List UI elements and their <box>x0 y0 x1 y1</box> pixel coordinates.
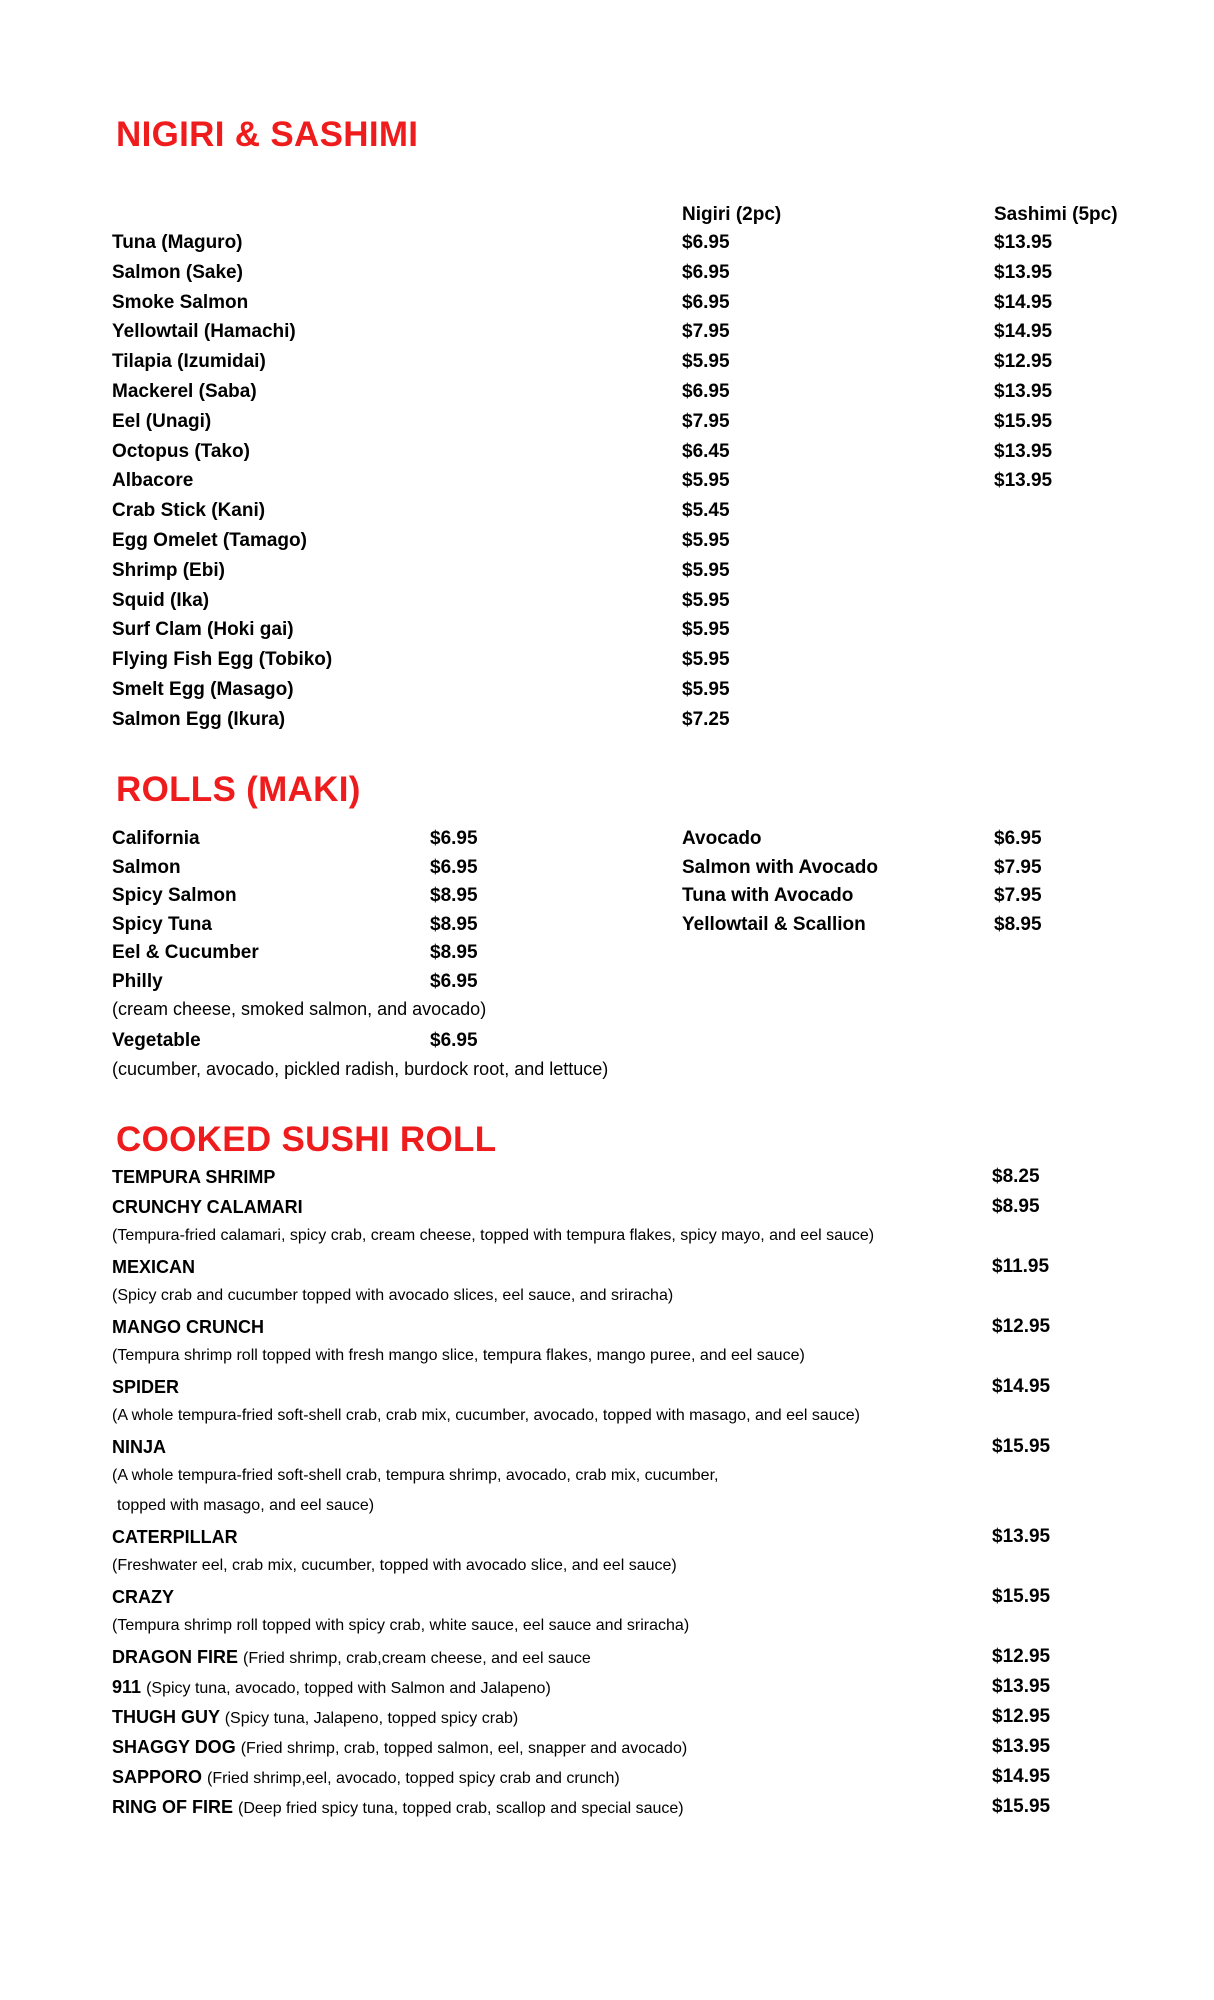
list-item <box>0 910 1214 940</box>
list-item <box>0 437 1214 467</box>
roll-name: Spicy Tuna <box>112 913 212 935</box>
vegetable-description: (cucumber, avocado, pickled radish, burdock root, and lettuce) <box>112 1059 609 1079</box>
nigiri-price: $6.95 <box>682 232 730 253</box>
item-name: Mackerel (Saba) <box>112 381 257 402</box>
cooked-roll-price: $11.95 <box>992 1256 1050 1277</box>
sashimi-price: $12.95 <box>994 351 1053 373</box>
list-item <box>0 496 1214 526</box>
list-item <box>0 317 1214 347</box>
nigiri-price: $6.45 <box>682 440 730 462</box>
cooked-roll-name: CATERPILLAR <box>112 1527 238 1547</box>
nigiri-price: $5.95 <box>682 530 730 551</box>
cooked-roll-name: MEXICAN <box>112 1257 196 1277</box>
sashimi-price: $13.95 <box>994 470 1053 492</box>
roll-price: $6.95 <box>430 1030 478 1051</box>
nigiri-sashimi-title: NIGIRI & SASHIMI <box>116 115 419 154</box>
cooked-roll-title: THUGH GUY <box>112 1707 220 1727</box>
list-item <box>0 615 1214 645</box>
nigiri-price: $5.95 <box>682 679 730 700</box>
cooked-roll-description: (Fried shrimp,eel, avocado, topped spicy crab and crunch) <box>207 1770 620 1787</box>
list-item <box>0 1026 1214 1056</box>
roll-name: Eel & Cucumber <box>112 942 259 963</box>
roll-price: $8.95 <box>994 913 1042 935</box>
item-name: Octopus (Tako) <box>112 440 250 462</box>
item-name: Eel (Unagi) <box>112 410 212 432</box>
cooked-roll-price: $13.95 <box>992 1676 1051 1697</box>
list-item <box>0 228 1214 258</box>
cooked-roll-description: (A whole tempura-fried soft-shell crab, crab mix, cucumber, avocado, topped with masago, and eel sauce) <box>112 1407 860 1424</box>
list-item <box>0 407 1214 437</box>
item-name: Salmon (Sake) <box>112 261 243 283</box>
sashimi-column-header: Sashimi (5pc) <box>994 204 1118 225</box>
sashimi-price: $13.95 <box>994 381 1053 402</box>
cooked-roll-title: DRAGON FIRE <box>112 1647 238 1667</box>
roll-name: Tuna with Avocado <box>682 885 854 906</box>
cooked-roll-description: (Spicy tuna, avocado, topped with Salmon and Jalapeno) <box>146 1680 551 1697</box>
list-item <box>0 586 1214 616</box>
nigiri-price: $5.95 <box>682 619 730 641</box>
nigiri-price: $5.95 <box>682 470 730 492</box>
cooked-roll-price: $8.25 <box>992 1166 1040 1187</box>
cooked-roll-name <box>112 1792 684 1824</box>
cooked-roll-price: $8.95 <box>992 1196 1040 1217</box>
list-item <box>0 466 1214 496</box>
sashimi-price: $13.95 <box>994 261 1053 283</box>
sashimi-price: $14.95 <box>994 321 1053 343</box>
cooked-roll-description: (Spicy crab and cucumber topped with avocado slices, eel sauce, and sriracha) <box>112 1287 674 1304</box>
sashimi-price: $15.95 <box>994 410 1053 432</box>
nigiri-price: $6.95 <box>682 381 730 402</box>
cooked-roll-name <box>112 1672 551 1704</box>
roll-price: $8.95 <box>430 913 478 935</box>
cooked-roll-price: $15.95 <box>992 1436 1051 1457</box>
item-name: Squid (Ika) <box>112 589 210 611</box>
roll-name: Salmon <box>112 856 181 878</box>
roll-price: $6.95 <box>430 856 478 878</box>
list-item <box>0 938 1214 968</box>
nigiri-price: $6.95 <box>682 261 730 283</box>
cooked-roll-name: MANGO CRUNCH <box>112 1317 264 1337</box>
cooked-roll-description: (Deep fried spicy tuna, topped crab, scallop and special sauce) <box>238 1800 684 1817</box>
list-item <box>0 705 1214 735</box>
roll-price: $6.95 <box>430 970 478 992</box>
cooked-roll-description: (Fried shrimp, crab, topped salmon, eel, snapper and avocado) <box>240 1740 688 1757</box>
cooked-roll-price: $13.95 <box>992 1526 1051 1547</box>
sashimi-price: $14.95 <box>994 291 1053 313</box>
list-item <box>0 645 1214 675</box>
list-item <box>0 377 1214 407</box>
cooked-roll-description: (Tempura-fried calamari, spicy crab, cream cheese, topped with tempura flakes, spicy mayo, and eel sauce) <box>112 1227 875 1244</box>
cooked-roll-description: topped with masago, and eel sauce) <box>117 1497 375 1514</box>
cooked-roll-title: SHAGGY DOG <box>112 1737 236 1757</box>
roll-price: $8.95 <box>430 942 478 963</box>
item-name: Smoke Salmon <box>112 291 249 313</box>
cooked-roll-title: 911 <box>112 1677 142 1697</box>
list-item <box>0 824 1214 854</box>
roll-price: $6.95 <box>994 828 1042 849</box>
item-name: Egg Omelet (Tamago) <box>112 530 307 551</box>
cooked-roll-name <box>112 1702 518 1734</box>
cooked-roll-name: NINJA <box>112 1437 167 1457</box>
list-item <box>0 853 1214 883</box>
cooked-roll-name <box>112 1732 687 1764</box>
cooked-roll-name: CRAZY <box>112 1587 174 1607</box>
nigiri-header-row <box>0 200 1214 230</box>
cooked-roll-name <box>112 1762 620 1794</box>
nigiri-price: $5.45 <box>682 500 730 522</box>
cooked-roll-price: $15.95 <box>992 1586 1051 1607</box>
item-name: Tilapia (Izumidai) <box>112 351 266 373</box>
item-name: Surf Clam (Hoki gai) <box>112 619 294 641</box>
cooked-roll-title: SAPPORO <box>112 1767 203 1787</box>
sashimi-price: $13.95 <box>994 232 1053 253</box>
item-name: Tuna (Maguro) <box>112 232 243 253</box>
cooked-roll-name: TEMPURA SHRIMP <box>112 1167 276 1187</box>
philly-description: (cream cheese, smoked salmon, and avocado) <box>112 999 487 1019</box>
cooked-roll-price: $13.95 <box>992 1736 1051 1757</box>
roll-price: $7.95 <box>994 885 1042 906</box>
roll-name: Yellowtail & Scallion <box>682 913 866 935</box>
cooked-roll-price: $12.95 <box>992 1646 1051 1667</box>
roll-name: Salmon with Avocado <box>682 856 879 878</box>
list-item <box>0 347 1214 377</box>
cooked-roll-description: (Freshwater eel, crab mix, cucumber, topped with avocado slice, and eel sauce) <box>112 1557 677 1574</box>
cooked-roll-name: SPIDER <box>112 1377 180 1397</box>
roll-name: Vegetable <box>112 1030 201 1051</box>
cooked-roll-title: RING OF FIRE <box>112 1797 233 1817</box>
roll-price: $8.95 <box>430 885 478 906</box>
roll-price: $6.95 <box>430 828 478 849</box>
nigiri-price: $5.95 <box>682 351 730 373</box>
roll-name: Spicy Salmon <box>112 885 237 906</box>
cooked-roll-description: (Spicy tuna, Jalapeno, topped spicy crab) <box>224 1710 519 1727</box>
cooked-roll-price: $12.95 <box>992 1316 1051 1337</box>
rolls-title: ROLLS (MAKI) <box>116 770 361 809</box>
nigiri-price: $6.95 <box>682 291 730 313</box>
nigiri-price: $5.95 <box>682 559 730 581</box>
nigiri-price: $5.95 <box>682 649 730 671</box>
list-item <box>0 556 1214 586</box>
list-item <box>0 288 1214 318</box>
nigiri-price: $7.95 <box>682 321 730 343</box>
item-name: Salmon Egg (Ikura) <box>112 708 286 730</box>
list-item <box>0 881 1214 911</box>
item-name: Shrimp (Ebi) <box>112 559 225 581</box>
sashimi-price: $13.95 <box>994 440 1053 462</box>
item-name: Yellowtail (Hamachi) <box>112 321 296 343</box>
cooked-roll-description: (Tempura shrimp roll topped with spicy crab, white sauce, eel sauce and sriracha) <box>112 1617 690 1634</box>
cooked-sushi-roll-title: COOKED SUSHI ROLL <box>116 1120 497 1159</box>
list-item <box>0 258 1214 288</box>
roll-name: Philly <box>112 970 163 992</box>
cooked-roll-description: (Tempura shrimp roll topped with fresh mango slice, tempura flakes, mango puree, and eel sauce) <box>112 1347 805 1364</box>
list-item <box>0 675 1214 705</box>
cooked-roll-price: $12.95 <box>992 1706 1051 1727</box>
nigiri-price: $7.25 <box>682 708 730 730</box>
item-name: Albacore <box>112 470 194 492</box>
cooked-roll-name <box>112 1642 591 1674</box>
nigiri-column-header: Nigiri (2pc) <box>682 204 782 225</box>
cooked-roll-price: $14.95 <box>992 1766 1051 1787</box>
cooked-roll-price: $14.95 <box>992 1376 1051 1397</box>
item-name: Smelt Egg (Masago) <box>112 679 294 700</box>
item-name: Flying Fish Egg (Tobiko) <box>112 649 333 671</box>
list-item <box>0 526 1214 556</box>
roll-name: Avocado <box>682 828 762 849</box>
cooked-roll-description: (A whole tempura-fried soft-shell crab, tempura shrimp, avocado, crab mix, cucumber, <box>112 1467 719 1484</box>
cooked-roll-description: (Fried shrimp, crab,cream cheese, and eel sauce <box>243 1650 591 1667</box>
roll-name: California <box>112 828 200 849</box>
list-item <box>0 967 1214 997</box>
cooked-roll-price: $15.95 <box>992 1796 1051 1817</box>
nigiri-price: $5.95 <box>682 589 730 611</box>
cooked-roll-name: CRUNCHY CALAMARI <box>112 1197 303 1217</box>
nigiri-price: $7.95 <box>682 410 730 432</box>
item-name: Crab Stick (Kani) <box>112 500 266 522</box>
roll-price: $7.95 <box>994 856 1042 878</box>
